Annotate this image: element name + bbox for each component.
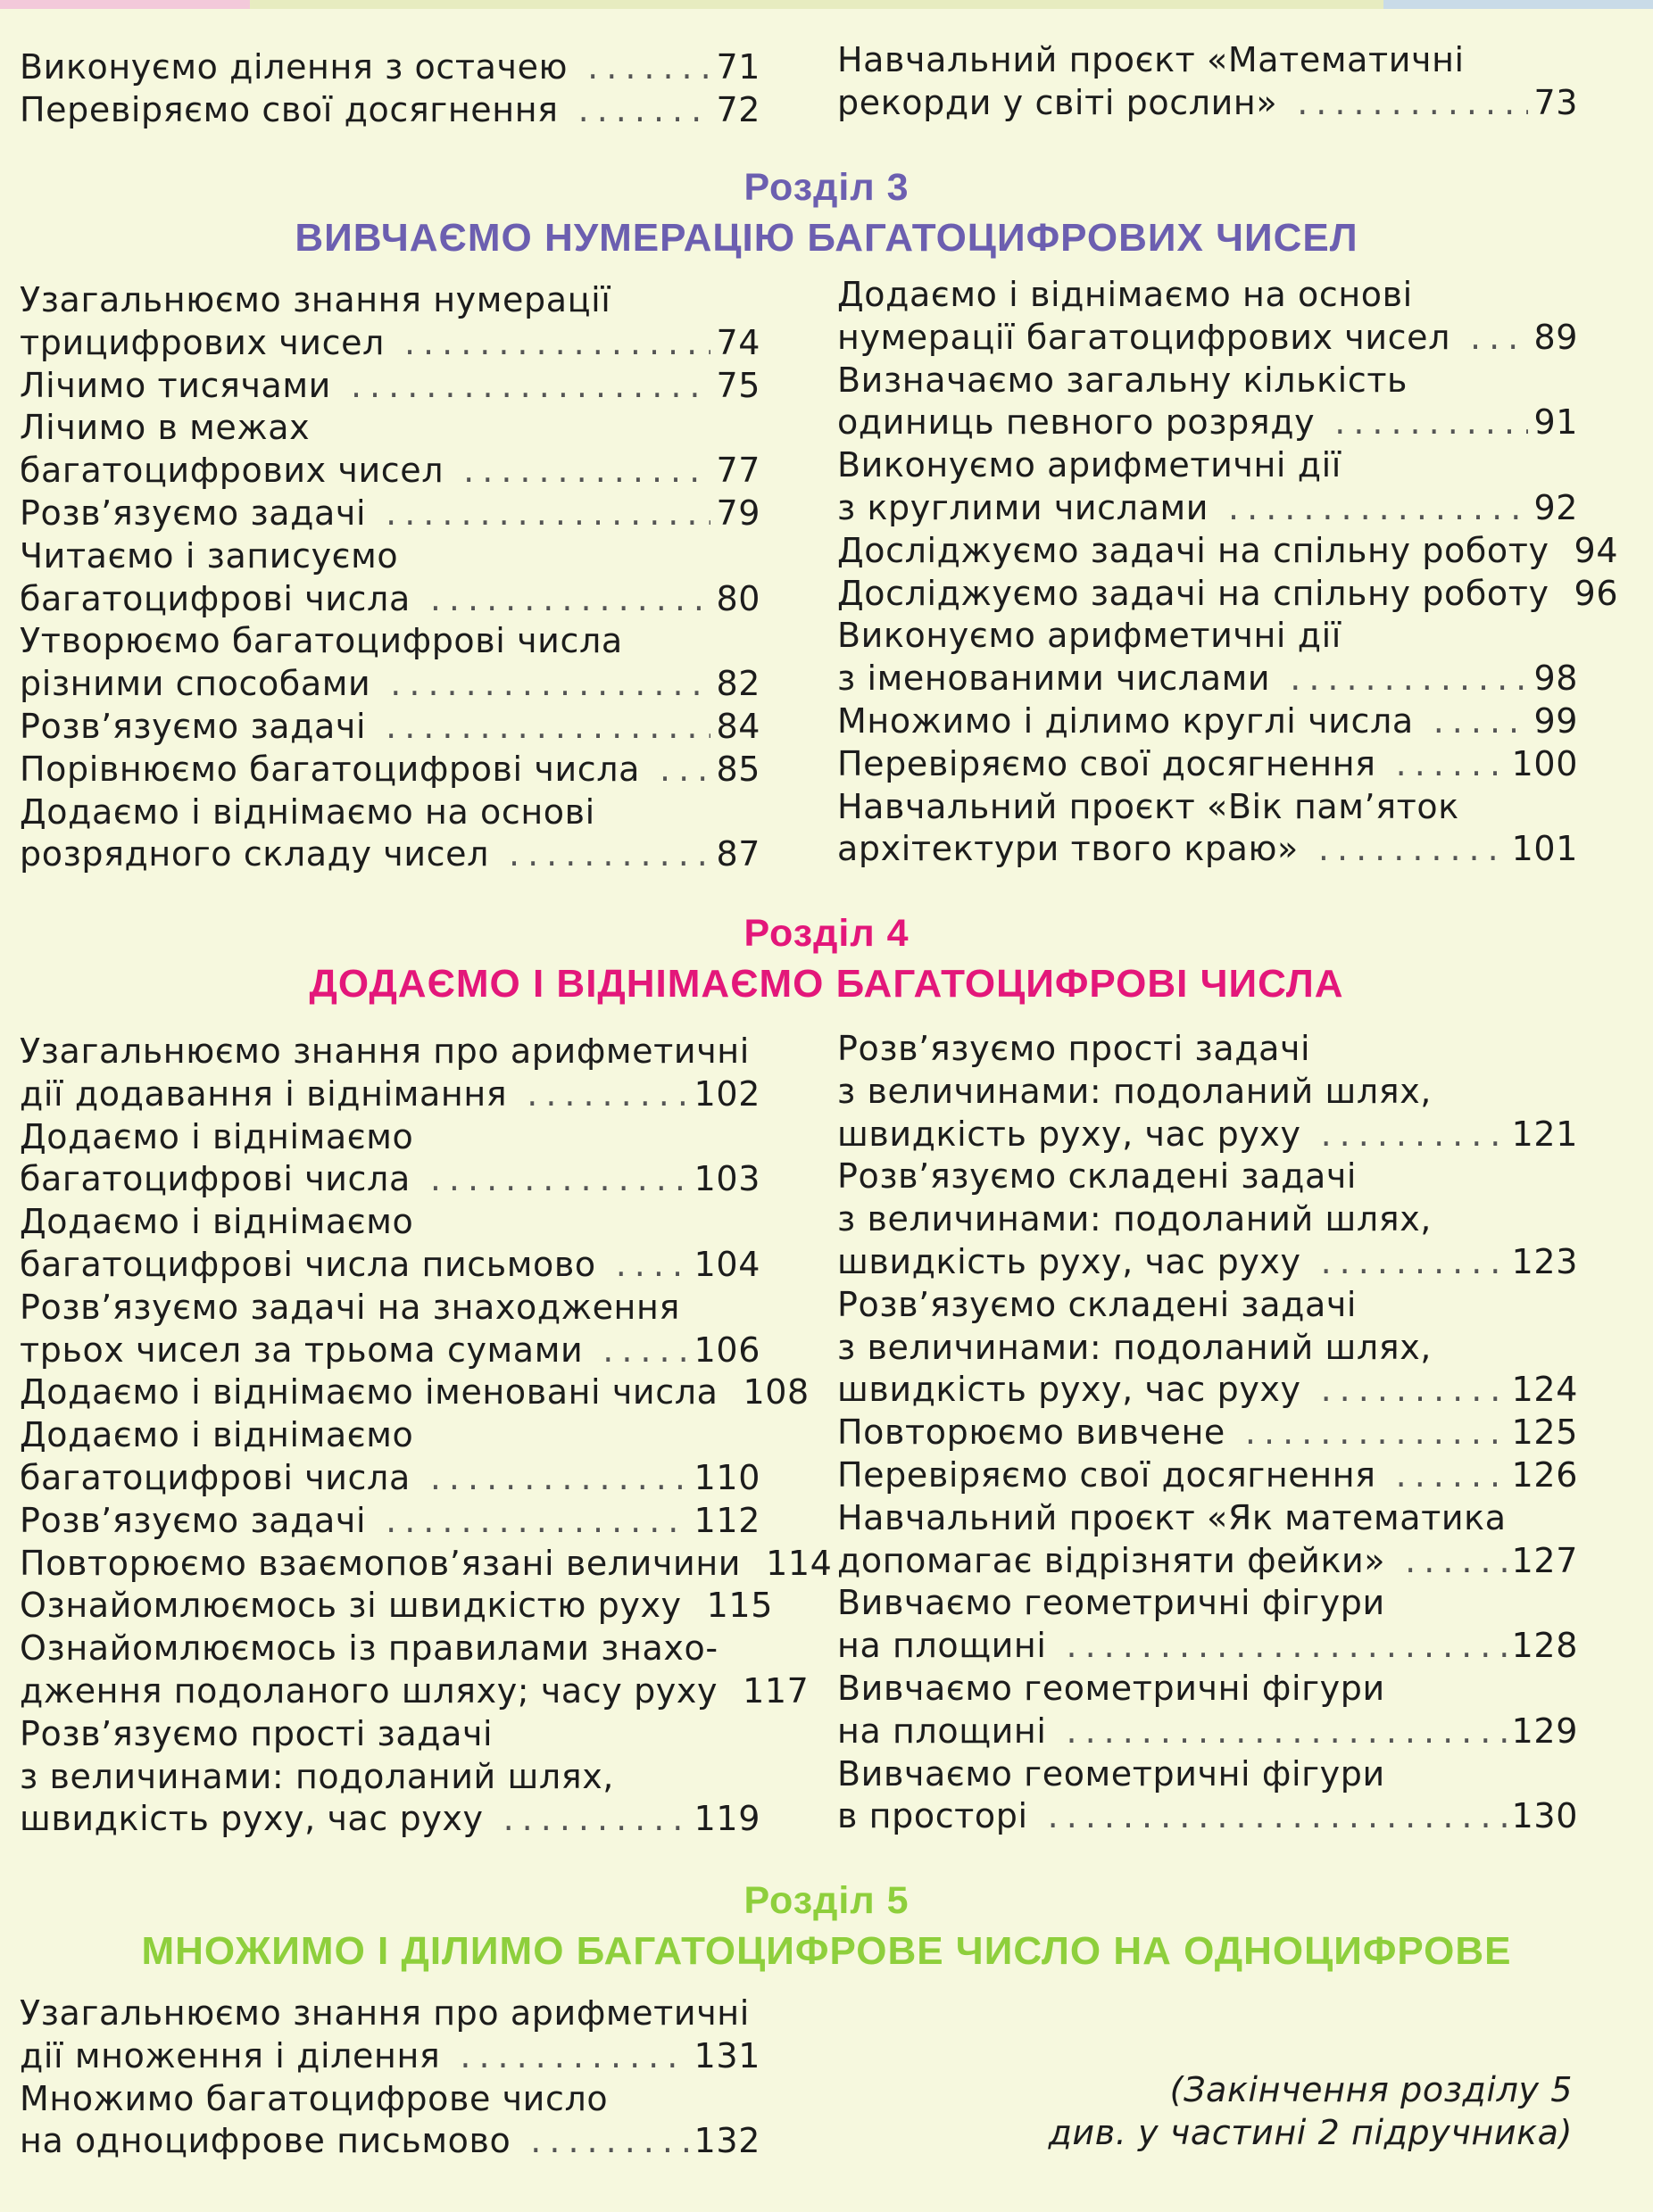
toc-page-number: 124 — [1511, 1370, 1578, 1410]
toc-entry[interactable] — [837, 1454, 1578, 1497]
dot-leader — [660, 749, 710, 791]
toc-entry-title-line: Узагальнюємо знання про арифметичні — [20, 1031, 750, 1071]
toc-entry-last-line — [20, 578, 760, 621]
dot-leader — [463, 450, 710, 493]
toc-entry[interactable] — [20, 46, 760, 89]
toc-entry[interactable] — [20, 1628, 810, 1713]
toc-page-number: 99 — [1533, 700, 1578, 741]
toc-page-number: 82 — [716, 664, 760, 704]
toc-page-number: 103 — [694, 1159, 760, 1199]
section-4-left-column — [20, 1031, 833, 1841]
toc-entry-last-line — [837, 700, 1578, 743]
toc-entry-title-line: швидкість руху, час руху — [20, 1799, 484, 1839]
toc-entry[interactable] — [20, 1543, 833, 1586]
dot-leader — [1396, 1454, 1507, 1497]
toc-page-number: 92 — [1533, 487, 1578, 527]
toc-entry-title-line: Множимо багатоцифрове число — [20, 2078, 609, 2118]
toc-entry-title-line: Визначаємо загальну кількість — [837, 360, 1408, 400]
toc-entry-title-line: Додаємо і віднімаємо на основі — [837, 275, 1413, 314]
toc-page-number: 119 — [694, 1799, 760, 1839]
toc-page-number: 84 — [716, 706, 760, 746]
toc-entry-title-line: Розв’язуємо прості задачі — [20, 1713, 494, 1753]
toc-entry-title-line: на одноцифрове письмово — [20, 2121, 511, 2161]
dot-leader — [1470, 317, 1528, 360]
section-3-right-column — [837, 274, 1619, 871]
toc-entry-title-line: з круглими числами — [837, 487, 1209, 527]
dot-leader — [1321, 1241, 1507, 1284]
toc-entry[interactable] — [837, 1497, 1578, 1583]
section-3-left-column — [20, 279, 760, 876]
toc-page-number: 91 — [1533, 402, 1578, 443]
toc-entry[interactable] — [837, 1412, 1578, 1454]
toc-entry-last-line — [20, 1500, 760, 1543]
note-line-1: (Закінчення розділу 5 — [1169, 2070, 1573, 2109]
toc-entry-last-line — [837, 1241, 1578, 1284]
toc-entry-last-line — [837, 658, 1578, 700]
toc-entry-title-line: Перевіряємо свої досягнення — [20, 89, 559, 129]
dot-leader — [430, 1457, 689, 1500]
toc-entry-title-line: Виконуємо арифметичні дії — [837, 445, 1342, 485]
toc-entry-last-line — [20, 450, 760, 493]
toc-entry-title-line: Розв’язуємо прості задачі — [837, 1029, 1311, 1068]
dot-leader — [509, 833, 710, 876]
dot-leader — [1396, 743, 1507, 786]
section-3-heading — [0, 162, 1653, 264]
toc-entry-title-line: Вивчаємо геометричні фігури — [837, 1753, 1385, 1794]
section-4-title: ДОДАЄМО І ВІДНІМАЄМО БАГАТОЦИФРОВІ ЧИСЛА — [309, 962, 1344, 1006]
dot-leader — [602, 1330, 688, 1372]
toc-page-number: 85 — [716, 749, 760, 789]
toc-entry-title-line: швидкість руху, час руху — [837, 1370, 1301, 1410]
toc-page-number: 80 — [716, 578, 760, 618]
toc-page-number: 110 — [694, 1457, 760, 1497]
toc-entry-last-line — [20, 1543, 833, 1586]
toc-entry-title-line: Повторюємо вивчене — [837, 1413, 1225, 1453]
toc-entry-title-line: Виконуємо ділення з остачею — [20, 47, 569, 87]
toc-entry-title-line: Розв’язуємо задачі — [20, 1500, 367, 1540]
toc-entry-last-line — [20, 706, 760, 749]
section-4-heading — [0, 908, 1653, 1010]
dot-leader — [530, 2120, 688, 2163]
toc-entry[interactable] — [20, 1031, 760, 1116]
toc-page-number: 73 — [1533, 82, 1578, 122]
toc-entry-title-line: з величинами: подоланий шлях, — [837, 1199, 1432, 1239]
toc-entry-title-line: Навчальний проєкт «Математичні — [837, 40, 1465, 79]
toc-page-number: 121 — [1511, 1114, 1578, 1154]
toc-entry-last-line — [837, 573, 1619, 616]
toc-entry-title-line: Узагальнюємо знання про арифметичні — [20, 1993, 750, 2033]
toc-entry-last-line — [837, 530, 1619, 573]
section-5-left-column — [20, 1992, 760, 2163]
toc-entry-title-line: з іменованими числами — [837, 659, 1271, 699]
toc-entry-title-line: багатоцифрових чисел — [20, 451, 444, 491]
dot-leader — [1405, 1540, 1507, 1583]
toc-page-number: 96 — [1574, 573, 1619, 613]
note-line-2: див. у частині 2 підручника) — [1048, 2113, 1573, 2152]
toc-page-number: 129 — [1511, 1711, 1578, 1751]
toc-entry[interactable] — [837, 743, 1578, 786]
dot-leader — [1066, 1625, 1506, 1668]
toc-page-number: 74 — [716, 322, 760, 362]
toc-entry-last-line — [837, 317, 1578, 360]
toc-entry-title-line: Узагальнюємо знання нумерації — [20, 280, 611, 319]
toc-entry-title-line: Лічимо в межах — [20, 408, 311, 448]
toc-entry-title-line: рекорди у світі рослин» — [837, 82, 1278, 122]
toc-entry-title-line: Вивчаємо геометричні фігури — [837, 1668, 1385, 1708]
toc-entry-last-line — [837, 82, 1578, 125]
toc-entry-title-line: допомагає відрізняти фейки» — [837, 1540, 1386, 1580]
dot-leader — [460, 2035, 688, 2078]
dot-leader — [1334, 402, 1528, 444]
toc-entry-title-line: дії додавання і віднімання — [20, 1073, 508, 1114]
section-3-label: Розділ 3 — [743, 166, 910, 209]
toc-entry-title-line: на площині — [837, 1626, 1047, 1666]
toc-entry-title-line: Ознайомлюємось зі швидкістю руху — [20, 1586, 682, 1626]
toc-entry[interactable] — [20, 1201, 760, 1287]
toc-entry[interactable] — [20, 1500, 760, 1543]
toc-entry-last-line — [20, 2120, 760, 2163]
toc-entry[interactable] — [837, 1668, 1578, 1753]
toc-entry-last-line — [20, 749, 760, 791]
dot-leader — [386, 706, 710, 749]
toc-page-number: 123 — [1511, 1241, 1578, 1281]
toc-entry-last-line — [837, 1454, 1578, 1497]
toc-page-number: 89 — [1533, 317, 1578, 357]
toc-entry-last-line — [837, 1114, 1578, 1156]
toc-entry[interactable] — [20, 1414, 760, 1500]
section-5-heading — [0, 1876, 1653, 1977]
toc-entry-title-line: Досліджуємо задачі на спільну роботу — [837, 530, 1549, 570]
toc-entry-last-line — [837, 828, 1578, 871]
toc-entry-last-line — [837, 1625, 1578, 1668]
dot-leader — [1321, 1369, 1507, 1412]
toc-entry-title-line: трицифрових чисел — [20, 322, 385, 362]
toc-entry[interactable] — [20, 493, 760, 535]
toc-page-number: 115 — [706, 1586, 773, 1626]
toc-entry-title-line: Розв’язуємо складені задачі — [837, 1284, 1358, 1324]
toc-entry[interactable] — [20, 2078, 760, 2164]
toc-page-number: 131 — [694, 2035, 760, 2075]
toc-entry-title-line: швидкість руху, час руху — [837, 1114, 1301, 1154]
toc-entry[interactable] — [837, 786, 1578, 872]
toc-page-number: 130 — [1511, 1796, 1578, 1836]
continuation-note — [1049, 2068, 1573, 2154]
toc-entry[interactable] — [20, 749, 760, 791]
toc-page-number: 101 — [1511, 829, 1578, 869]
toc-entry-title-line: Лічимо тисячами — [20, 365, 331, 405]
intro-left-column — [20, 46, 760, 132]
toc-entry-last-line — [20, 1330, 760, 1372]
toc-page-number: 71 — [716, 47, 760, 87]
toc-entry-last-line — [20, 1798, 760, 1841]
toc-entry-title-line: Розв’язуємо задачі — [20, 706, 367, 746]
dot-leader — [430, 1158, 689, 1201]
dot-leader — [404, 322, 710, 365]
toc-entry[interactable] — [20, 535, 760, 621]
toc-entry-last-line — [837, 1369, 1578, 1412]
toc-page-number: 77 — [716, 451, 760, 491]
toc-entry[interactable] — [837, 1753, 1578, 1839]
toc-page-number: 106 — [694, 1330, 760, 1370]
toc-entry-last-line — [20, 1158, 760, 1201]
toc-entry-title-line: Додаємо і віднімаємо — [20, 1202, 414, 1242]
toc-page-number: 112 — [694, 1500, 760, 1540]
toc-entry-title-line: Розв’язуємо складені задачі — [837, 1156, 1358, 1197]
toc-entry-title-line: на площині — [837, 1711, 1047, 1751]
toc-page-number: 75 — [716, 365, 760, 405]
dot-leader — [430, 578, 711, 621]
dot-leader — [527, 1073, 688, 1116]
toc-entry-last-line — [20, 1371, 810, 1414]
toc-entry[interactable] — [20, 407, 760, 493]
toc-entry-title-line: Розв’язуємо задачі на знаходження — [20, 1287, 680, 1327]
toc-entry-last-line — [20, 1457, 760, 1500]
toc-entry[interactable] — [837, 444, 1578, 530]
toc-entry[interactable] — [20, 89, 760, 132]
dot-leader — [390, 663, 710, 706]
dot-leader — [503, 1798, 689, 1841]
toc-entry[interactable] — [20, 620, 760, 706]
toc-entry-last-line — [20, 89, 760, 132]
toc-entry-title-line: архітектури твого краю» — [837, 829, 1299, 869]
dot-leader — [386, 493, 710, 535]
toc-entry-title-line: в просторі — [837, 1796, 1028, 1836]
toc-entry[interactable] — [20, 1371, 810, 1414]
toc-entry[interactable] — [837, 530, 1619, 573]
toc-page-number: 72 — [716, 89, 760, 129]
section-5-title: МНОЖИМО І ДІЛИМО БАГАТОЦИФРОВЕ ЧИСЛО НА ОДНОЦИФРОВЕ — [141, 1929, 1512, 1973]
toc-entry-last-line — [837, 743, 1578, 786]
dot-leader — [616, 1244, 689, 1287]
toc-entry-last-line — [20, 1244, 760, 1287]
toc-entry-title-line: Ознайомлюємось із правилами знахо- — [20, 1628, 719, 1669]
toc-entry-last-line — [20, 2035, 760, 2078]
toc-entry[interactable] — [837, 1156, 1578, 1283]
toc-page-number: 125 — [1511, 1413, 1578, 1453]
toc-entry-title-line: Додаємо і віднімаємо іменовані числа — [20, 1372, 719, 1413]
toc-page-number: 102 — [694, 1073, 760, 1114]
section-3-title: ВИВЧАЄМО НУМЕРАЦІЮ БАГАТОЦИФРОВИХ ЧИСЕЛ — [295, 216, 1358, 260]
dot-leader — [578, 89, 711, 132]
toc-entry[interactable] — [20, 365, 760, 408]
toc-entry[interactable] — [837, 1028, 1578, 1156]
dot-leader — [587, 46, 710, 89]
toc-entry[interactable] — [837, 700, 1578, 743]
toc-entry-title-line: Навчальний проєкт «Вік пам’яток — [837, 786, 1459, 826]
section-4-right-column — [837, 1028, 1578, 1838]
toc-page-number: 128 — [1511, 1626, 1578, 1666]
toc-entry-last-line — [837, 1412, 1578, 1454]
toc-entry[interactable] — [837, 39, 1578, 125]
toc-entry-title-line: багатоцифрові числа — [20, 578, 411, 618]
toc-entry-title-line: Додаємо і віднімаємо — [20, 1116, 414, 1156]
toc-entry[interactable] — [20, 1992, 760, 2078]
toc-entry-title-line: Навчальний проєкт «Як математика — [837, 1497, 1507, 1537]
toc-entry-title-line: з величинами: подоланий шлях, — [837, 1071, 1432, 1111]
toc-entry-last-line — [20, 46, 760, 89]
toc-page-number: 127 — [1511, 1540, 1578, 1580]
toc-entry-title-line: Виконуємо арифметичні дії — [837, 616, 1342, 656]
dot-leader — [1066, 1711, 1506, 1753]
toc-entry-title-line: Перевіряємо свої досягнення — [837, 743, 1376, 783]
dot-leader — [1048, 1795, 1507, 1838]
toc-entry[interactable] — [837, 1284, 1578, 1412]
dot-leader — [1290, 658, 1528, 700]
toc-entry-title-line: багатоцифрові числа письмово — [20, 1244, 596, 1284]
toc-page-number: 117 — [743, 1670, 810, 1711]
toc-page-number: 108 — [743, 1372, 810, 1413]
dot-leader — [1321, 1114, 1507, 1156]
toc-page-number: 114 — [766, 1543, 833, 1583]
toc-entry[interactable] — [20, 1585, 773, 1628]
toc-page-number: 104 — [694, 1244, 760, 1284]
dot-leader — [1297, 82, 1528, 125]
toc-entry-title-line: нумерації багатоцифрових чисел — [837, 317, 1450, 357]
toc-page-number: 98 — [1533, 659, 1578, 699]
toc-entry-last-line — [837, 1540, 1578, 1583]
toc-page-number: 79 — [716, 493, 760, 533]
toc-entry[interactable] — [837, 1582, 1578, 1668]
section-4-label: Розділ 4 — [743, 912, 910, 955]
toc-entry-last-line — [20, 1670, 810, 1713]
toc-page-number: 132 — [694, 2121, 760, 2161]
toc-entry-last-line — [837, 402, 1578, 444]
section-5-label: Розділ 5 — [743, 1879, 910, 1922]
toc-entry[interactable] — [20, 279, 760, 365]
intro-right-column — [837, 39, 1578, 125]
dot-leader — [1228, 487, 1528, 530]
top-color-strip — [0, 0, 1653, 9]
toc-entry-title-line: дження подоланого шляху; часу руху — [20, 1670, 719, 1711]
toc-entry[interactable] — [20, 1713, 760, 1841]
toc-entry-last-line — [20, 1585, 773, 1628]
toc-entry-title-line: дії множення і ділення — [20, 2035, 441, 2075]
dot-leader — [351, 365, 710, 408]
dot-leader — [386, 1500, 689, 1543]
toc-entry-title-line: трьох чисел за трьома сумами — [20, 1330, 584, 1370]
toc-entry-title-line: багатоцифрові числа — [20, 1159, 411, 1199]
toc-entry-title-line: різними способами — [20, 664, 371, 704]
toc-entry-last-line — [20, 833, 760, 876]
toc-entry-title-line: багатоцифрові числа — [20, 1457, 411, 1497]
toc-entry-last-line — [20, 493, 760, 535]
toc-entry-title-line: Утворюємо багатоцифрові числа — [20, 621, 623, 661]
toc-entry[interactable] — [20, 706, 760, 749]
toc-entry[interactable] — [837, 274, 1578, 360]
toc-entry-title-line: Читаємо і записуємо — [20, 535, 399, 576]
toc-entry-title-line: розрядного складу чисел — [20, 834, 489, 874]
toc-entry[interactable] — [837, 360, 1578, 445]
toc-entry-title-line: Порівнюємо багатоцифрові числа — [20, 749, 641, 789]
toc-entry-last-line — [20, 322, 760, 365]
toc-entry-last-line — [837, 1795, 1578, 1838]
toc-entry-last-line — [20, 1073, 760, 1116]
toc-entry-title-line: Досліджуємо задачі на спільну роботу — [837, 573, 1549, 613]
toc-entry-title-line: Розв’язуємо задачі — [20, 493, 367, 533]
toc-entry-title-line: Повторюємо взаємопов’язані величини — [20, 1543, 742, 1583]
toc-entry-title-line: одиниць певного розряду — [837, 402, 1316, 443]
toc-entry-last-line — [20, 365, 760, 408]
toc-entry-title-line: Додаємо і віднімаємо — [20, 1415, 414, 1455]
toc-entry-title-line: з величинами: подоланий шлях, — [20, 1756, 614, 1796]
dot-leader — [1433, 700, 1529, 743]
toc-entry-last-line — [837, 1711, 1578, 1753]
toc-entry[interactable] — [837, 615, 1578, 700]
toc-entry-title-line: з величинами: подоланий шлях, — [837, 1327, 1432, 1367]
toc-entry-title-line: Множимо і ділимо круглі числа — [837, 700, 1414, 741]
toc-entry[interactable] — [20, 791, 760, 877]
toc-entry-title-line: Додаємо і віднімаємо на основі — [20, 791, 595, 832]
toc-entry-title-line: швидкість руху, час руху — [837, 1241, 1301, 1281]
toc-entry-last-line — [837, 487, 1578, 530]
dot-leader — [1245, 1412, 1507, 1454]
toc-entry[interactable] — [20, 1287, 760, 1372]
toc-entry[interactable] — [837, 573, 1619, 616]
toc-page-number: 87 — [716, 834, 760, 874]
toc-entry-title-line: Вивчаємо геометричні фігури — [837, 1583, 1385, 1623]
toc-page-number: 94 — [1574, 530, 1619, 570]
toc-entry-title-line: Перевіряємо свої досягнення — [837, 1454, 1376, 1495]
toc-page-number: 100 — [1511, 743, 1578, 783]
toc-page-number: 126 — [1511, 1454, 1578, 1495]
dot-leader — [1318, 828, 1507, 871]
toc-entry[interactable] — [20, 1116, 760, 1202]
toc-entry-last-line — [20, 663, 760, 706]
